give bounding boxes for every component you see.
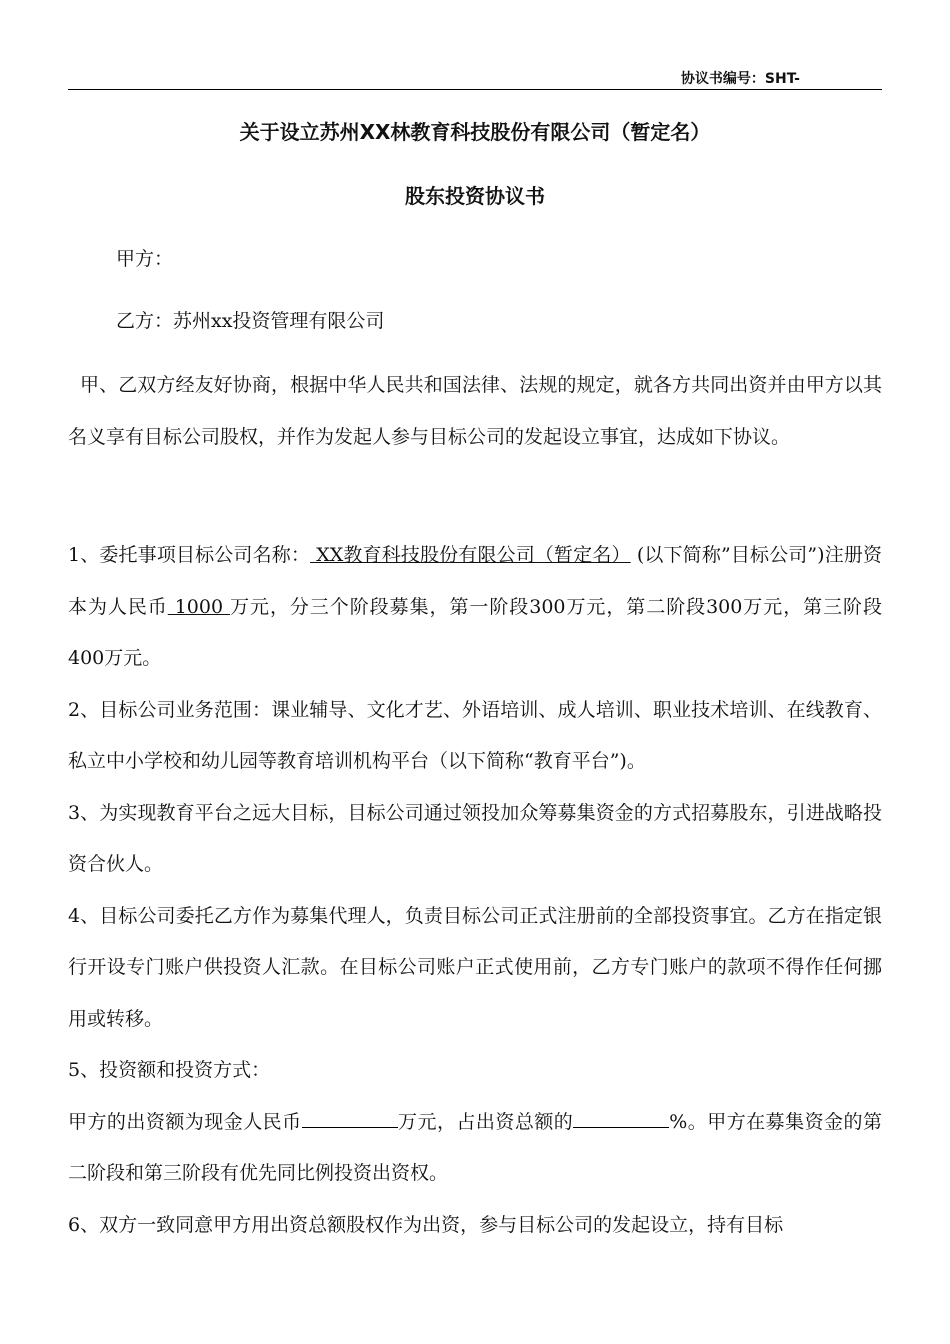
clause-1-mid: (以下简称”目标公司”)注册资本为人民币: [68, 544, 883, 618]
agreement-number: 协议书编号：SHT-: [680, 71, 800, 87]
clause-5-title: 5、投资额和投资方式：: [68, 1059, 271, 1081]
header-rule: [68, 89, 882, 90]
clause-1-prefix: 1、委托事项目标公司名称：: [68, 544, 311, 566]
clause-1-suffix: 万元，分三个阶段募集，第一阶段300万元，第二阶段300万元，第三阶段400万元。: [68, 595, 882, 669]
clause-5-c: %。甲方在募集资金的第二阶段和第三阶段有优先同比例投资出资权。: [68, 1110, 882, 1184]
clause-5-a: 甲方的出资额为现金人民币: [68, 1110, 302, 1133]
clause-4: 4、目标公司委托乙方作为募集代理人，负责目标公司正式注册前的全部投资事宜。乙方在指定银行开设专门账户供投资人汇款。在目标公司账户正式使用前，乙方专门账户的款项不得作任何挪用或转移。: [68, 904, 882, 1030]
clauses: [68, 530, 882, 1251]
intro-paragraph: [68, 360, 882, 463]
clause-5-b: 万元，占出资总额的: [397, 1110, 574, 1133]
clause-1: [68, 530, 882, 685]
amount-blank[interactable]: [302, 1107, 398, 1128]
party-b: 乙方：苏州xx投资管理有限公司: [116, 310, 385, 332]
clause-6: 6、双方一致同意甲方用出资总额股权作为出资，参与目标公司的发起设立，持有目标: [68, 1213, 784, 1236]
document-subtitle: 股东投资协议书: [405, 184, 545, 208]
percent-blank[interactable]: [573, 1107, 669, 1128]
clause-2: 2、目标公司业务范围：课业辅导、文化才艺、外语培训、成人培训、职业技术培训、在线教育、私立中小学校和幼儿园等教育培训机构平台（以下简称“教育平台”)。: [68, 698, 882, 772]
clause-3: 3、为实现教育平台之远大目标，目标公司通过领投加众筹募集资金的方式招募股东，引进战略投资合伙人。: [68, 801, 882, 875]
company-name: XX教育科技股份有限公司（暂定名）: [310, 544, 631, 566]
party-a: 甲方：: [116, 248, 174, 270]
registered-capital: 1000: [167, 595, 231, 618]
intro-text: 甲、乙双方经友好协商，根据中华人民共和国法律、法规的规定，就各方共同出资并由甲方以其名义享有目标公司股权，并作为发起人参与目标公司的发起设立事宜，达成如下协议。: [68, 374, 882, 448]
document-title: 关于设立苏州XX林教育科技股份有限公司（暂定名）: [239, 120, 711, 144]
clause-5-body: [68, 1097, 882, 1200]
